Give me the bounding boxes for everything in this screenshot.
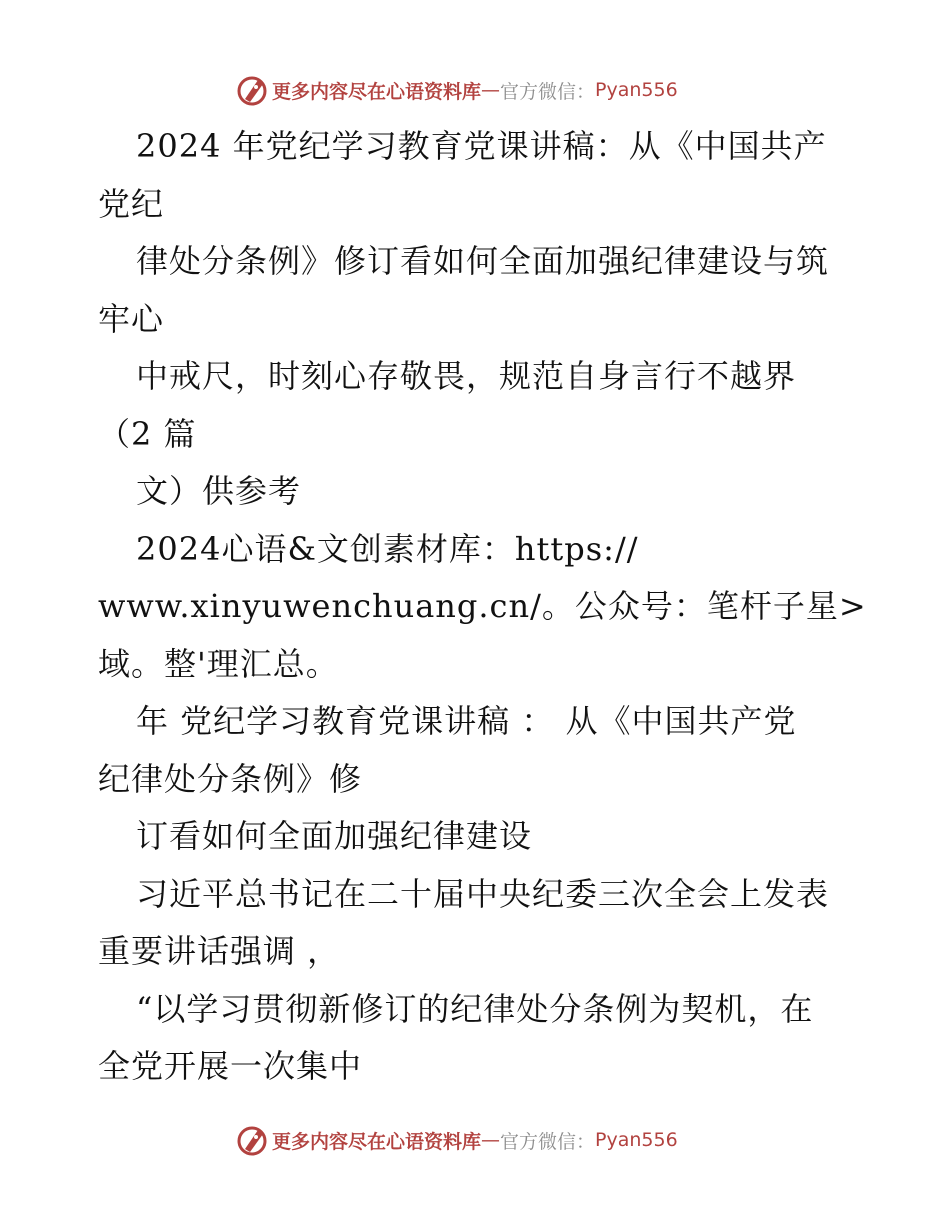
text-line: 域。整'理汇总。 (98, 644, 339, 683)
pen-nib-circle-icon (236, 74, 268, 106)
watermark-wechat-id: Pyan556 (595, 79, 678, 101)
text-line: 党纪 (98, 184, 165, 223)
document-body (98, 118, 867, 1096)
text-line: “以学习贯彻新修订的纪律处分条例为契机，在 (136, 989, 814, 1028)
watermark-dash: — (481, 1129, 501, 1151)
watermark-wechat-label: 官方微信： (500, 1130, 596, 1153)
pen-nib-circle-icon (236, 1124, 268, 1156)
text-line: 2024 年党纪学习教育党课讲稿：从《中国共产 (136, 127, 827, 165)
text-line: 文）供参考 (136, 472, 302, 510)
text-line: 纪律处分条例》修 (98, 759, 363, 798)
footer-watermark (236, 1122, 678, 1158)
text-line: 2024心语&文创素材库：https:// (136, 529, 639, 568)
watermark-dash: — (481, 79, 501, 101)
text-line: 律处分条例》修订看如何全面加强纪律建设与筑 (136, 242, 830, 280)
text-line: www.xinyuwenchuang.cn/。公众号：笔杆子星> (98, 587, 867, 625)
text-line: 年 党纪学习教育党课讲稿 ： 从《中国共产党 (136, 702, 797, 740)
text-line: 牢心 (98, 299, 165, 338)
watermark-brand: 更多内容尽在心语资料库 (272, 1130, 482, 1153)
watermark-brand: 更多内容尽在心语资料库 (272, 80, 482, 103)
text-line: （2 篇 (98, 414, 197, 453)
text-line: 订看如何全面加强纪律建设 (136, 817, 533, 855)
header-watermark (236, 72, 678, 108)
text-line: 中戒尺，时刻心存敬畏，规范自身言行不越界 (136, 357, 797, 395)
text-line: 全党开展一次集中 (98, 1047, 363, 1085)
text-line: 习近平总书记在二十届中央纪委三次全会上发表 (136, 874, 830, 913)
text-line: 重要讲话强调 ， (98, 932, 341, 970)
watermark-wechat-id: Pyan556 (595, 1129, 678, 1151)
watermark-wechat-label: 官方微信： (500, 80, 596, 103)
